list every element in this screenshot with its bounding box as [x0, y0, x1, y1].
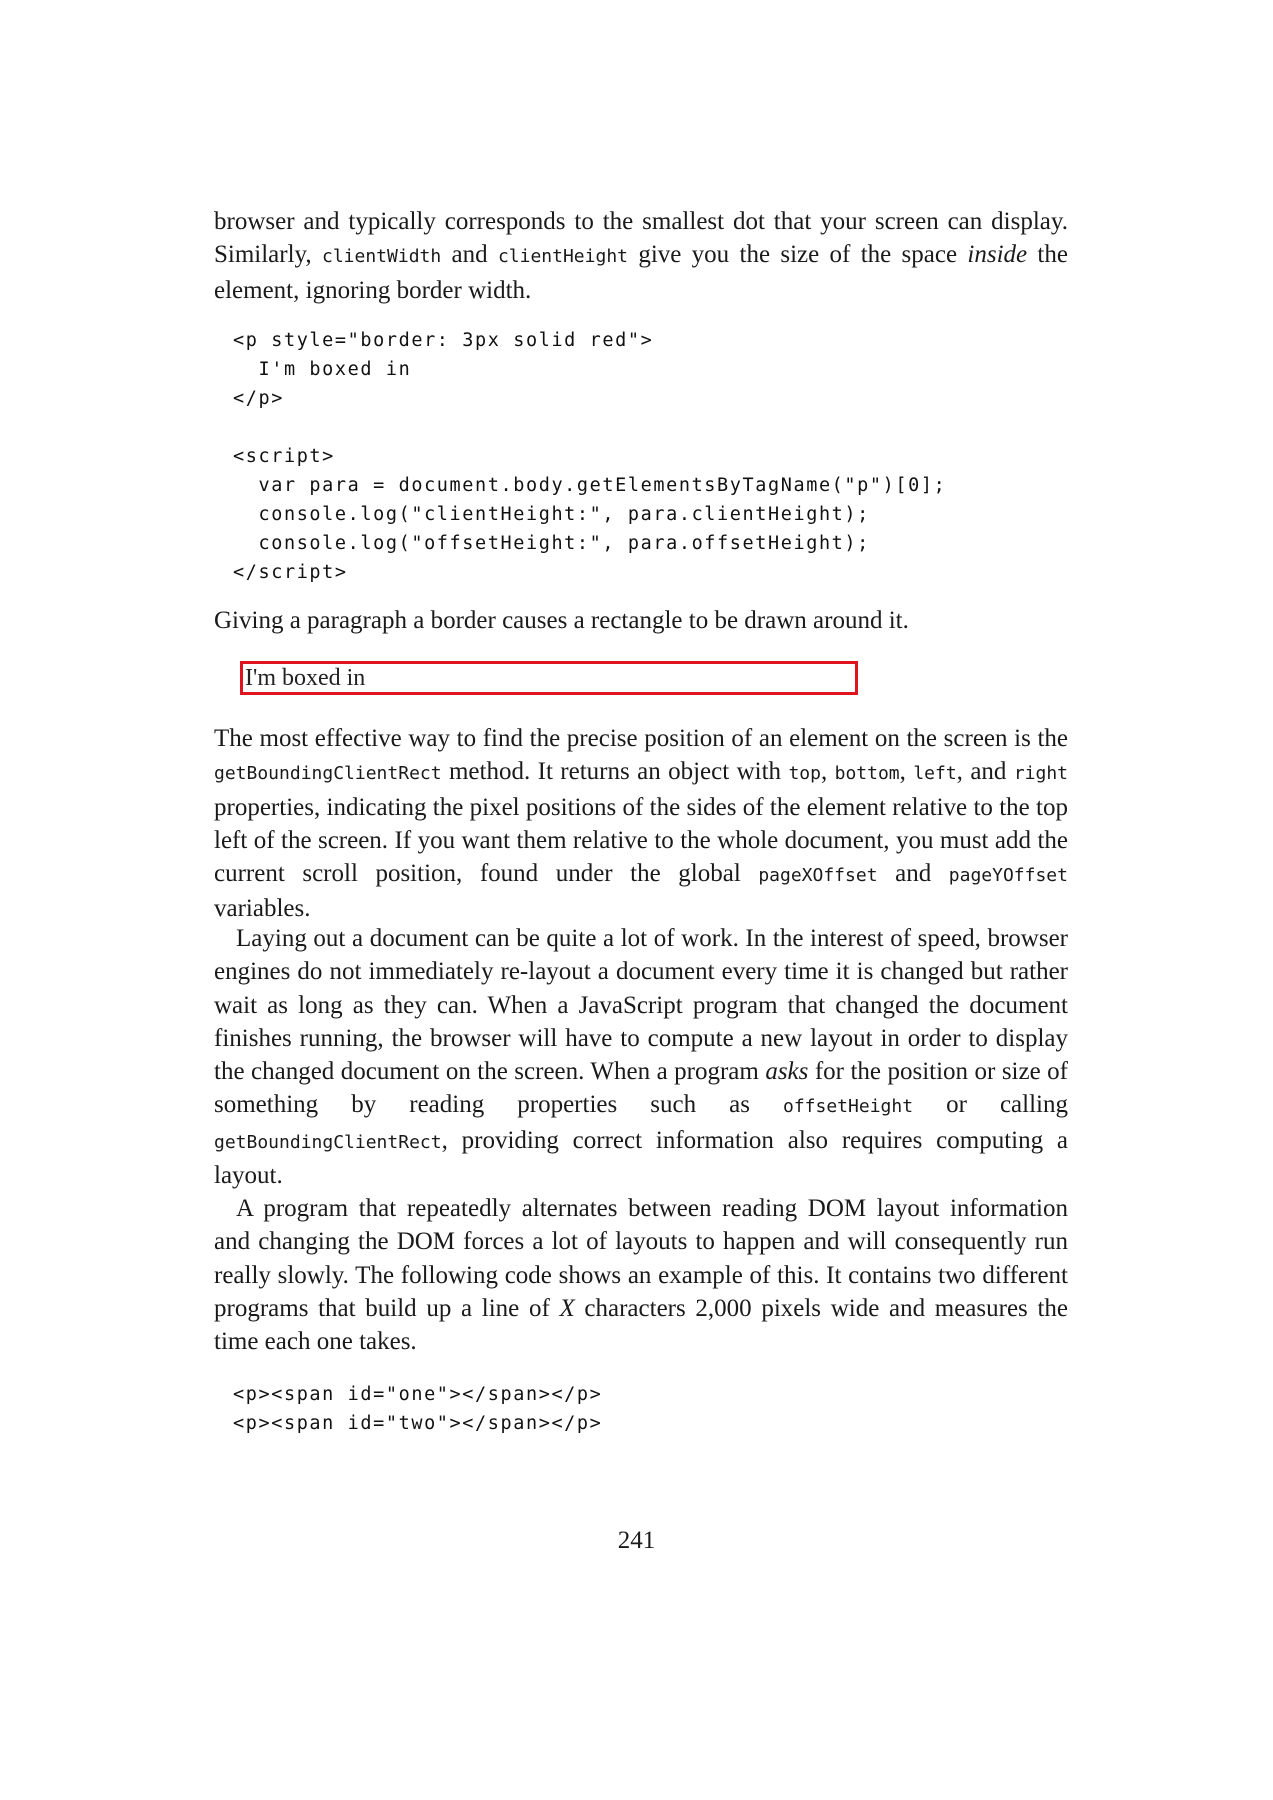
inline-code: offsetHeight [783, 1096, 914, 1118]
inline-code: left [913, 763, 957, 785]
paragraph-layout-work [214, 922, 1068, 1192]
text: properties, indicating the pixel positions of the sides of the element relative to the top left of the screen. If you want them relative to the whole document, you must add the current scroll position, found under the global [214, 793, 1068, 888]
text: for the position or size of something by reading properties such as [214, 1058, 1068, 1119]
paragraph-layout-thrashing [214, 1192, 1068, 1358]
inline-code: getBoundingClientRect [214, 763, 442, 785]
emphasis: asks [765, 1058, 809, 1086]
code-block-border-example: <p style="border: 3px solid red"> I'm boxed in </p> <script> var para = document.body.getElementsByTagName("p")[0]; console.log("clientHeight:", para.clientHeight); console.log("offsetHeight:", para.offsetHeight); </script> [233, 330, 947, 583]
text: The most effective way to find the precise position of an element on the screen is the [214, 725, 1068, 752]
inline-code: right [1013, 763, 1069, 785]
inline-code: clientWidth [322, 246, 442, 268]
text: the element, ignoring border width. [214, 241, 1068, 304]
page-number: 241 [617, 1527, 656, 1554]
text: Laying out a document can be quite a lot of work. In the interest of speed, browser engines do not immediately re-layout a document every time it is changed but rather wait as long as they can. When a JavaScript program that changed the document finishes running, the browser will have to compute a new layout in order to display the changed document on the screen. When a program [214, 925, 1068, 1086]
text: , [820, 758, 835, 786]
text: and [441, 241, 498, 269]
text: and [877, 860, 949, 888]
emphasis: inside [967, 241, 1028, 269]
inline-code: getBoundingClientRect [214, 1131, 442, 1153]
code-block-spans: <p><span id="one"></span></p> <p><span id="two"></span></p> [233, 1384, 603, 1434]
inline-code: bottom [834, 763, 900, 785]
text: method. It returns an object with [441, 758, 789, 786]
text: , providing correct information also requires computing a layout. [214, 1126, 1068, 1190]
text: , and [956, 758, 1014, 786]
text: give you the size of the space [628, 241, 968, 269]
text: A program that repeatedly alternates between reading DOM layout information and changing the DOM forces a lot of layouts to happen and will consequently run really slowly. The following code shows an example of this. It contains two different programs that build up a line of [214, 1195, 1068, 1322]
paragraph-border: Giving a paragraph a border causes a rectangle to be drawn around it. [214, 607, 909, 634]
boxed-paragraph-demo: I'm boxed in [240, 661, 858, 695]
paragraph-bounding-rect [214, 722, 1068, 926]
text: or calling [913, 1091, 1068, 1119]
paragraph-pixel-size [214, 205, 1068, 307]
inline-code: top [788, 763, 821, 785]
text: browser and typically corresponds to the smallest dot that your screen can display. Similarly, [214, 208, 1068, 269]
emphasis: X [559, 1294, 575, 1322]
text: variables. [214, 895, 311, 923]
inline-code: pageYOffset [948, 865, 1068, 887]
text: , [899, 758, 914, 786]
text: characters 2,000 pixels wide and measures the time each one takes. [214, 1294, 1068, 1356]
inline-code: clientHeight [497, 246, 628, 268]
inline-code: pageXOffset [758, 865, 878, 887]
